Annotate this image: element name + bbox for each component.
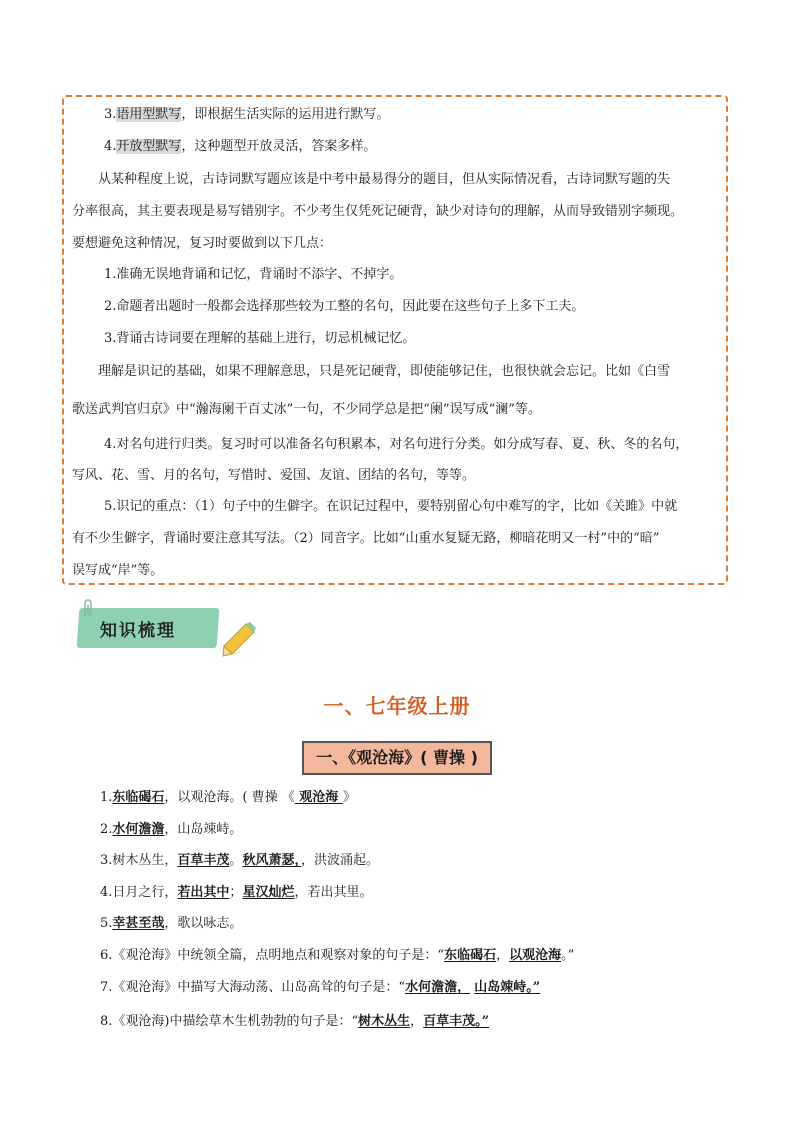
notice-item-4: 4.开放型默写，这种题型开放灵活，答案多样。 xyxy=(104,139,377,154)
answer: 水何澹澹， xyxy=(405,980,471,995)
tip-5-line: 有不少生僻字，背诵时要注意其写法。（2）同音字。比如“山重水复疑无路，柳暗花明又一村”中的“暗” xyxy=(72,531,660,546)
answer: 山岛竦峙。” xyxy=(474,980,541,995)
answer: 以观沧海 xyxy=(509,948,562,963)
tip-5-line: 误写成“岸”等。 xyxy=(72,563,164,578)
question-2: 2.水何澹澹，山岛竦峙。 xyxy=(100,822,243,837)
highlight-term: 语用型默写 xyxy=(116,107,182,122)
answer: 幸甚至哉 xyxy=(112,916,165,931)
paragraph-line: 分率很高，其主要表现是易写错别字。不少考生仅凭死记硬背，缺少对诗句的理解，从而导致错别字频现。 xyxy=(72,204,684,219)
tip-4-line: 4.对名句进行归类。复习时可以准备名句积累本，对名句进行分类。如分成写春、夏、秋、冬的名句， xyxy=(104,437,689,452)
tip-2: 2.命题者出题时一般都会选择那些较为工整的名句，因此要在这些句子上多下工夫。 xyxy=(104,299,585,314)
answer: 秋风萧瑟， xyxy=(242,853,301,868)
answer: 东临碣石 xyxy=(444,948,497,963)
question-6: 6.《观沧海》中统领全篇，点明地点和观察对象的句子是：“东临碣石，以观沧海。” xyxy=(100,948,575,963)
question-3: 3.树木丛生，百草丰茂。秋风萧瑟，，洪波涌起。 xyxy=(100,853,379,868)
badge-label: 知识梳理 xyxy=(100,621,176,641)
question-7: 7.《观沧海》中描写大海动荡、山岛高耸的句子是：“水何澹澹， 山岛竦峙。” xyxy=(100,980,541,995)
pencil-icon xyxy=(218,620,258,660)
answer: 百草丰茂。” xyxy=(423,1014,490,1029)
question-4: 4.日月之行，若出其中；星汉灿烂，若出其里。 xyxy=(100,885,373,900)
notice-item-3: 3.语用型默写，即根据生活实际的运用进行默写。 xyxy=(104,107,390,122)
poem-title: 一、《观沧海》( 曹操 ) xyxy=(302,741,492,775)
paragraph-line: 要想避免这种情况，复习时要做到以下几点： xyxy=(72,236,333,251)
tip-5-line: 5.识记的重点：（1）句子中的生僻字。在识记过程中，要特别留心句中难写的字，比如《关雎》中就 xyxy=(104,499,678,514)
tip-1: 1.准确无误地背诵和记忆，背诵时不添字、不掉字。 xyxy=(104,267,403,282)
answer: 星汉灿烂 xyxy=(242,885,295,900)
question-1: 1.东临碣石，以观沧海。( 曹操 《 观沧海 》 xyxy=(100,790,356,805)
answer: 若出其中 xyxy=(177,885,230,900)
question-8: 8.《观沧海)中描绘草木生机勃勃的句子是：“树木丛生，百草丰茂。” xyxy=(100,1014,490,1029)
answer: 树木丛生 xyxy=(358,1014,411,1029)
answer: 水何澹澹 xyxy=(112,822,165,837)
paragraph-line: 理解是识记的基础，如果不理解意思，只是死记硬背，即使能够记住，也很快就会忘记。比如《白雪 xyxy=(98,364,671,379)
question-5: 5.幸甚至哉，歌以咏志。 xyxy=(100,916,243,931)
paperclip-icon xyxy=(82,598,94,618)
highlight-term: 开放型默写 xyxy=(116,139,182,154)
paragraph-line: 歌送武判官归京》中“瀚海阑干百丈冰”一句，不少同学总是把“阑”误写成“澜”等。 xyxy=(72,402,541,417)
tip-3: 3.背诵古诗词要在理解的基础上进行，切忌机械记忆。 xyxy=(104,331,416,346)
section-title: 一、七年级上册 xyxy=(323,694,471,718)
answer: 东临碣石 xyxy=(112,790,165,805)
paragraph-line: 从某种程度上说，古诗词默写题应该是中考中最易得分的题目，但从实际情况看，古诗词默写题的失 xyxy=(98,172,671,187)
answer: 百草丰茂 xyxy=(177,853,230,868)
tip-4-line: 写风、花、雪、月的名句，写惜时、爱国、友谊、团结的名句，等等。 xyxy=(72,468,476,483)
answer: 观沧海 xyxy=(294,790,343,805)
